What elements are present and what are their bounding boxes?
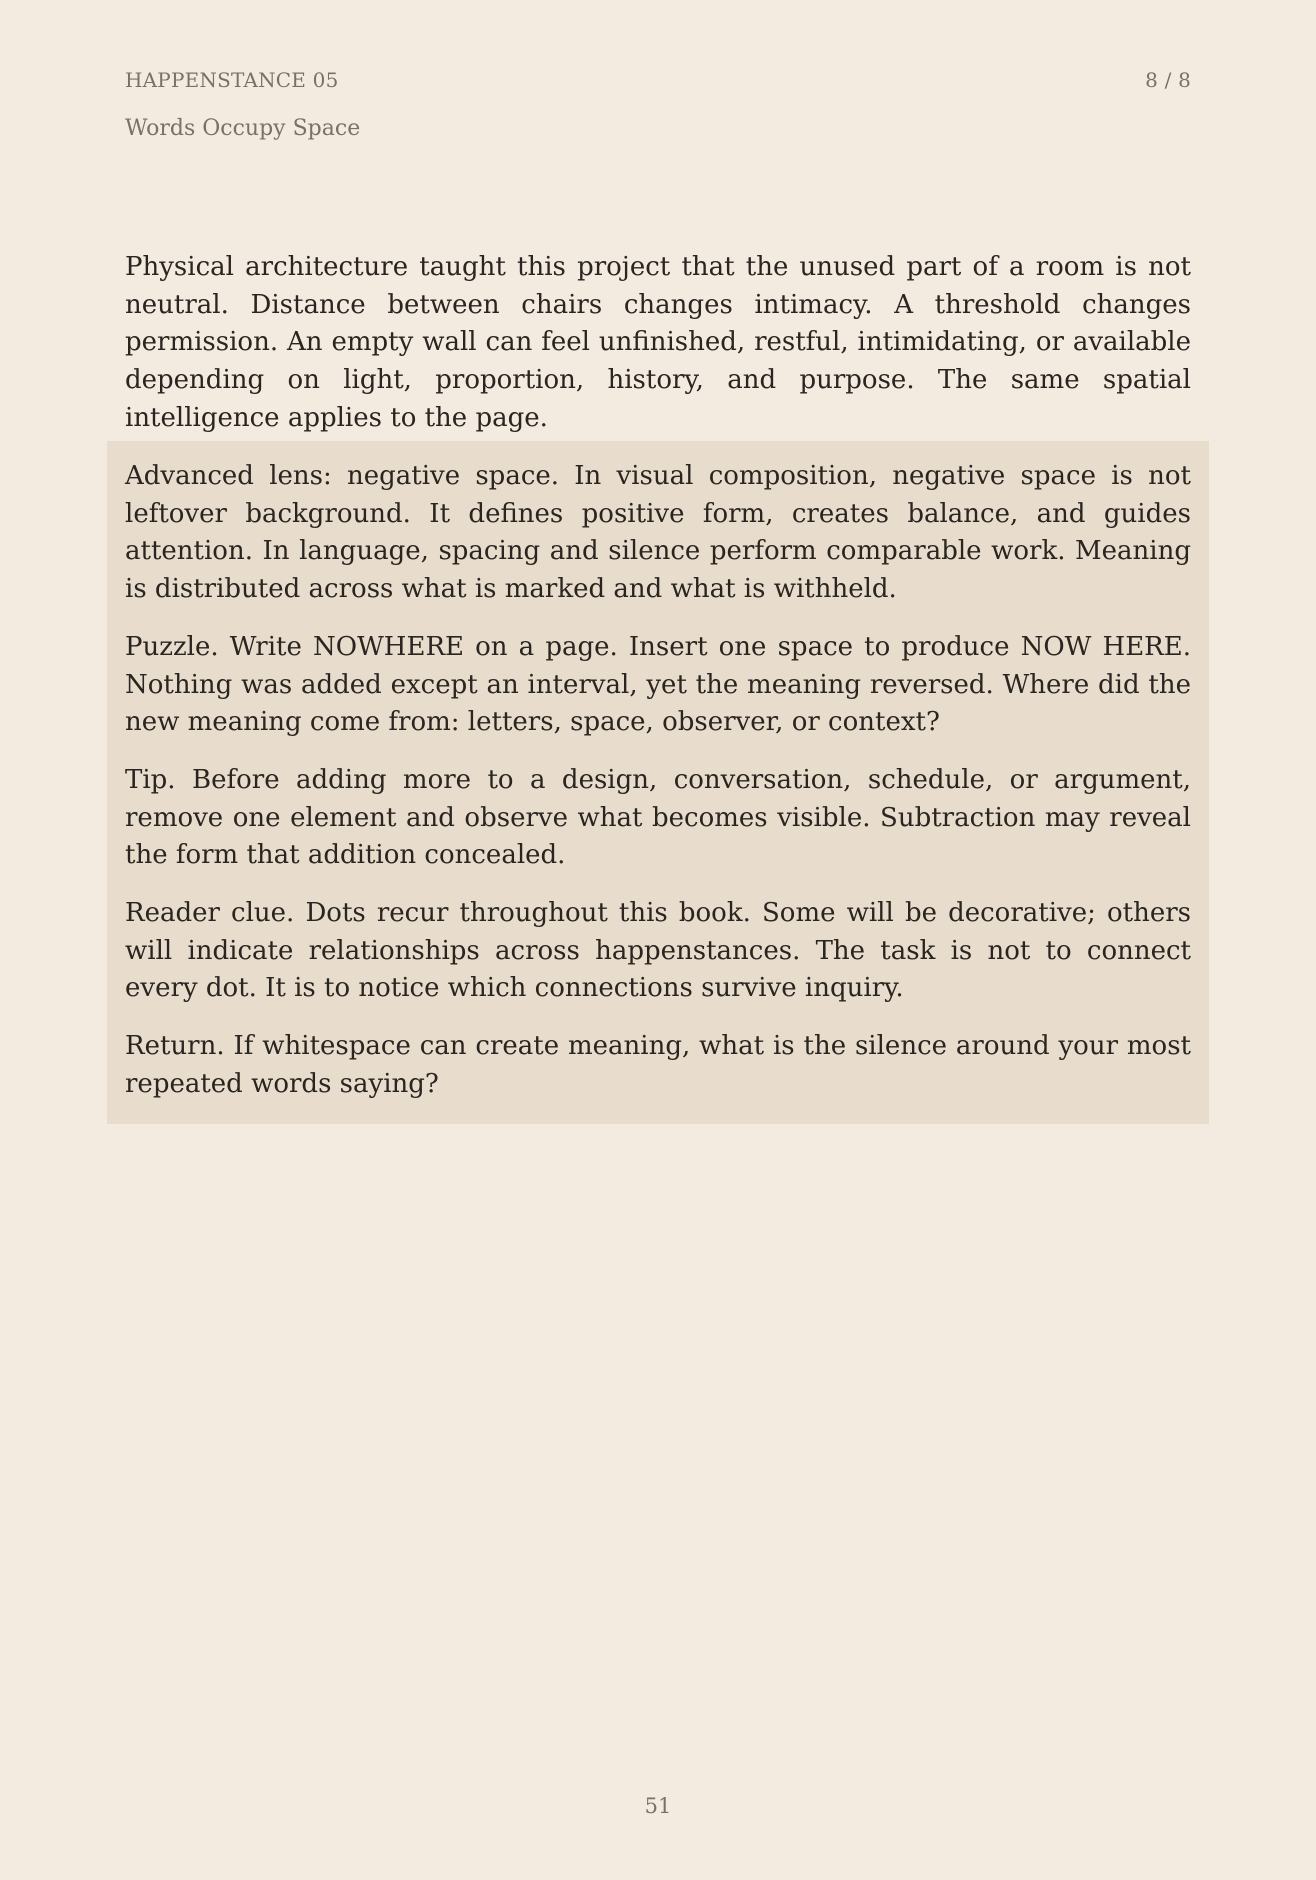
tip-paragraph: Tip. Before adding more to a design, conversation, schedule, or argument, remove one element and observe what becomes visible. Subtraction may reveal the form that addition concealed. bbox=[125, 764, 1191, 871]
reader-clue-paragraph: Reader clue. Dots recur throughout this book. Some will be decorative; others will indicate relationships across happenstances. The task is not to connect every dot. It is to notice which connections survive inquiry. bbox=[125, 898, 1191, 1004]
page-number: 51 bbox=[644, 1794, 672, 1818]
page-header bbox=[125, 68, 1191, 92]
page-progress: 8 / 8 bbox=[1145, 68, 1191, 92]
puzzle-paragraph: Puzzle. Write NOWHERE on a page. Insert one space to produce NOW HERE. Nothing was added except an interval, yet the meaning reversed. Where did the new meaning come from: letters, space, observer, or context? bbox=[125, 631, 1191, 738]
chapter-subtitle: Words Occupy Space bbox=[125, 116, 361, 141]
advanced-lens-box bbox=[107, 441, 1209, 1124]
intro-paragraph: Physical architecture taught this project that the unused part of a room is not neutral. Distance between chairs changes intimacy. A threshold changes permission. An empty wall can feel unfinished, restful, intimidating, or available depending on light, proportion, history, and purpose. The same spatial intelligence applies to the page. bbox=[125, 252, 1191, 433]
advanced-lens-paragraph: Advanced lens: negative space. In visual composition, negative space is not leftover background. It defines positive form, creates balance, and guides attention. In language, spacing and silence perform comparable work. Meaning is distributed across what is marked and what is withheld. bbox=[125, 461, 1191, 605]
return-paragraph: Return. If whitespace can create meaning, what is the silence around your most repeated words saying? bbox=[125, 1031, 1191, 1099]
chapter-label: HAPPENSTANCE 05 bbox=[125, 68, 339, 92]
